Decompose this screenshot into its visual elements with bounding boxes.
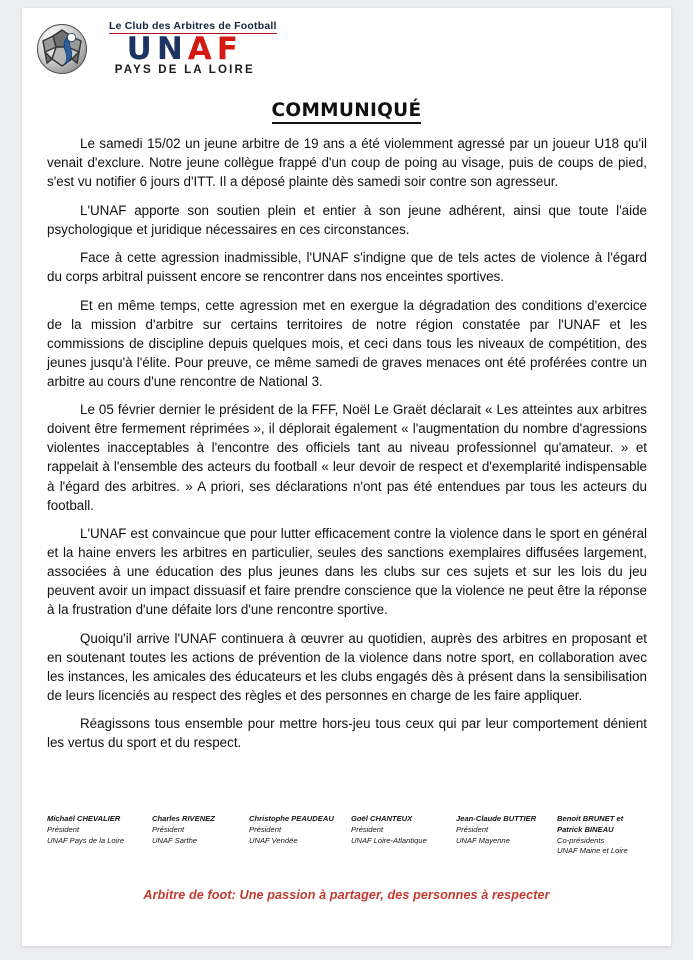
paragraph: Le 05 février dernier le président de la FFF, Noël Le Graët déclarait « Les atteintes aux arbitres doivent être fermement réprimées », il déplorait également « l'augmentation du nombre d'agressions violentes inacceptables à l'encontre des officiels tant au niveau professionnel qu'amateur. » et rappelait à l'ensemble des acteurs du football « leur devoir de respect et d'exemplarité indispensable à l'égard des arbitres. » A priori, ses déclarations n'ont pas été entendues par tous les acteurs du football. (47, 402, 647, 513)
signature-role: Président (152, 824, 185, 834)
signature-name: Christophe PEAUDEAU (249, 814, 334, 823)
signature-organisation: UNAF Mayenne (456, 835, 510, 845)
paragraph: Face à cette agression inadmissible, l'UNAF s'indigne que de tels actes de violence à l'égard du corps arbitral puissent encore se rencontrer dans nos enceintes sportives. (47, 250, 647, 285)
signature-entry (249, 814, 351, 857)
signature-role: Président (249, 824, 282, 834)
signature-name: Michaël CHEVALIER (47, 814, 121, 823)
signature-role: Président (47, 824, 80, 834)
signature-entry (557, 814, 652, 857)
letterhead-header (37, 18, 277, 80)
signature-entry (456, 814, 557, 857)
communique-body (47, 134, 647, 762)
signature-role: Président (456, 824, 489, 834)
paragraph: Et en même temps, cette agression met en exergue la dégradation des conditions d'exercice de la mission d'arbitre sur certains territoires de notre région constatée par l'UNAF et les commissions de discipline depuis quelques mois, et ceci dans tous les niveaux de compétition, des jeunes jusqu'à l'élite. Pour preuve, ce même samedi de graves menaces ont été proférées contre un arbitre au cours d'une rencontre de National 3. (47, 297, 647, 389)
page-title-text: COMMUNIQUÉ (272, 100, 422, 124)
paragraph: L'UNAF apporte son soutien plein et entier à son jeune adhérent, ainsi que toute l'aide psychologique et juridique nécessaires en ces circonstances. (47, 202, 647, 237)
signature-entry (47, 814, 152, 857)
region-name: PAYS DE LA LOIRE (114, 64, 255, 77)
paragraph: Le samedi 15/02 un jeune arbitre de 19 ans a été violemment agressé par un joueur U18 qu'il venait d'exclure. Notre jeune collègue frappé d'un coup de poing au visage, puis de coups de pied, s'est vu notifier 6 jours d'ITT. Il a déposé plainte dès samedi soir contre son agresseur. (47, 136, 647, 190)
footer-slogan: Arbitre de foot: Une passion à partager, des personnes à respecter (143, 888, 550, 902)
signature-organisation: UNAF Sarthe (152, 835, 198, 845)
signature-organisation: UNAF Pays de la Loire (47, 835, 125, 845)
paragraph: L'UNAF est convaincue que pour lutter efficacement contre la violence dans le sport en général et la haine envers les arbitres en particulier, seules des sanctions exemplaires diffusées largement, associées à une éducation des plus jeunes dans les clubs sur ces sujets et sur les lois du jeu peuvent avoir un impact dissuasif et faire prendre conscience que la violence ne peut être la réponse à la frustration d'une défaite lors d'une rencontre sportive. (47, 526, 647, 618)
signature-name: Benoit BRUNET et (557, 814, 624, 823)
signature-name: Charles RIVENEZ (152, 814, 215, 823)
signature-role: Président (351, 824, 384, 834)
signature-organisation: UNAF Maine et Loire (557, 846, 628, 856)
paragraph: Réagissons tous ensemble pour mettre hors-jeu tous ceux qui par leur comportement dénient les vertus du sport et du respect. (47, 716, 647, 751)
unaf-letters (126, 30, 243, 67)
signature-name-second: Patrick BINEAU (557, 824, 614, 834)
soccer-ball-icon (37, 24, 87, 74)
unaf-letters-af: AF (187, 30, 243, 67)
club-tagline: Le Club des Arbitres de Football (109, 20, 277, 33)
signature-entry (152, 814, 249, 857)
signature-block (47, 814, 652, 857)
page-title (22, 100, 671, 121)
signature-organisation: UNAF Loire-Atlantique (351, 835, 427, 845)
document-page (22, 8, 671, 946)
signature-organisation: UNAF Vendée (249, 835, 298, 845)
signature-role: Co-présidents (557, 835, 605, 845)
paragraph: Quoiqu'il arrive l'UNAF continuera à œuvrer au quotidien, auprès des arbitres en proposant et en soutenant toutes les actions de prévention de la violence dans notre sport, en collaboration avec les instances, les amicales des éducateurs et les clubs engagés dès à présent dans la sensibilisation de leurs licenciés au respect des règles et des personnes en charge de les faire appliquer. (47, 630, 647, 703)
signature-name: Jean-Claude BUTTIER (456, 814, 537, 823)
unaf-letters-un: UN (126, 30, 188, 67)
signature-entry (351, 814, 456, 857)
unaf-wordmark (93, 21, 277, 76)
signature-name: Goël CHANTEUX (351, 814, 413, 823)
